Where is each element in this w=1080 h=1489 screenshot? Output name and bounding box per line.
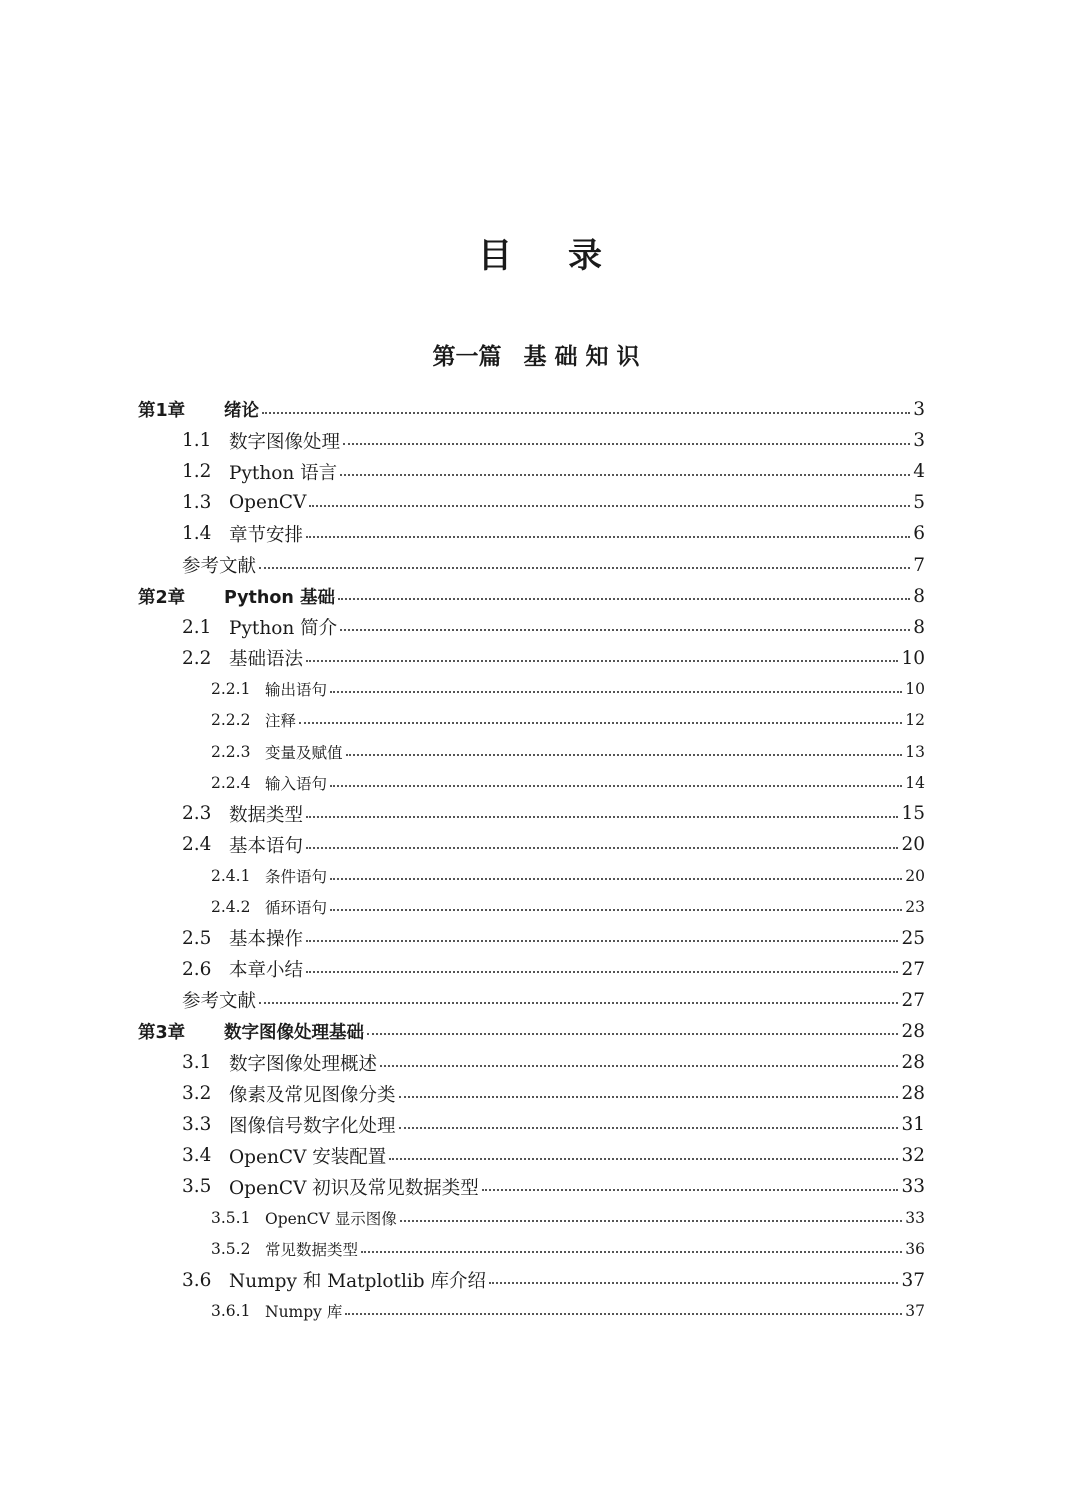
toc-entry-title: 输入语句	[265, 774, 328, 793]
toc-entry-label	[182, 428, 340, 454]
toc-entry-sub	[138, 736, 925, 767]
toc-entry-label	[138, 1019, 364, 1044]
toc-entry-number: 2.2.2	[211, 711, 251, 730]
dot-leader	[389, 1158, 898, 1160]
toc-entry-page: 28	[901, 1083, 925, 1105]
toc-entry-label	[182, 492, 306, 513]
toc-entry-label	[182, 1050, 377, 1076]
dot-leader	[399, 1096, 899, 1098]
toc-entry-page: 6	[913, 523, 925, 545]
dot-leader	[306, 847, 898, 849]
toc-entry-label	[211, 772, 327, 794]
dot-leader	[306, 536, 910, 538]
toc-entry-page: 3	[913, 430, 925, 452]
toc-entry-page: 28	[901, 1052, 925, 1074]
toc-entry-number: 第1章	[138, 401, 186, 422]
part-heading	[0, 338, 1080, 371]
toc-entry-chapter	[138, 1016, 925, 1047]
toc-entry-sub	[138, 705, 925, 736]
toc-entry-page: 31	[901, 1114, 925, 1136]
toc-entry-title: 变量及赋值	[265, 743, 343, 762]
toc-entry-page: 37	[905, 1302, 925, 1321]
toc-entry-title: 常见数据类型	[265, 1241, 359, 1260]
toc-entry-title: 数字图像处理概述	[229, 1053, 378, 1075]
toc-entry-number: 3.5	[182, 1176, 212, 1198]
toc-entry-label	[211, 741, 343, 763]
toc-entry-title: 章节安排	[229, 524, 304, 546]
toc-entry-sub	[138, 1234, 925, 1265]
toc-entry-number: 2.4.1	[211, 866, 251, 885]
dot-leader	[367, 1033, 898, 1035]
toc-entry-number: 2.2.3	[211, 742, 251, 761]
toc-entry-number: 1.3	[182, 492, 212, 514]
toc-entry-number: 2.3	[182, 803, 212, 825]
toc-entry-number: 1.1	[182, 430, 212, 452]
toc-entry-sec	[138, 923, 925, 954]
toc-entry-page: 13	[905, 742, 925, 761]
toc-entry-sub	[138, 767, 925, 798]
dot-leader	[306, 816, 898, 818]
toc-entry-number: 3.4	[182, 1145, 212, 1167]
toc-entry-sub	[138, 674, 925, 705]
toc-entry-page: 20	[901, 834, 925, 856]
toc-entry-number: 3.1	[182, 1052, 212, 1074]
toc-entry-title: OpenCV 显示图像	[265, 1209, 397, 1228]
toc-entry-page: 15	[901, 803, 925, 825]
toc-entry-number: 1.2	[182, 461, 212, 483]
toc-entry-ref	[138, 985, 925, 1016]
toc-entry-title: Python 基础	[224, 587, 335, 608]
toc-entry-number: 3.6.1	[211, 1302, 251, 1321]
toc-entry-label	[182, 1143, 386, 1169]
toc-entry-page: 20	[905, 866, 925, 885]
toc-entry-page: 36	[905, 1240, 925, 1259]
dot-leader	[330, 909, 902, 911]
toc-entry-page: 12	[905, 711, 925, 730]
toc-entry-page: 28	[901, 1020, 925, 1042]
toc-entry-label	[138, 584, 335, 609]
toc-entry-sub	[138, 860, 925, 891]
toc-entry-sec	[138, 1140, 925, 1171]
toc-entry-number: 3.5.2	[211, 1240, 251, 1259]
toc-entry-page: 27	[901, 989, 925, 1011]
dot-leader	[306, 660, 898, 662]
toc-entry-label	[182, 614, 337, 640]
part-prefix: 第一篇	[432, 343, 502, 370]
dot-leader	[399, 1127, 899, 1129]
toc-entry-number: 1.4	[182, 523, 212, 545]
toc-entry-title: 绪论	[224, 401, 259, 422]
toc-entry-number: 3.5.1	[211, 1208, 251, 1227]
toc-entry-number: 2.6	[182, 958, 212, 980]
toc-entry-sec	[138, 1109, 925, 1140]
toc-entry-number: 2.1	[182, 616, 212, 638]
toc-entry-page: 25	[901, 927, 925, 949]
toc-entry-title: 像素及常见图像分类	[229, 1084, 396, 1106]
dot-leader	[330, 691, 902, 693]
toc-entry-page: 5	[913, 492, 925, 514]
toc-entry-label	[182, 1174, 479, 1200]
toc-entry-page: 32	[901, 1145, 925, 1167]
toc-entry-label	[211, 896, 327, 918]
toc-entry-number: 3.3	[182, 1114, 212, 1136]
toc-entry-label	[182, 521, 303, 547]
toc-entry-label	[211, 1300, 342, 1322]
dot-leader	[345, 1313, 902, 1315]
toc-entry-title: Numpy 和 Matplotlib 库介绍	[229, 1271, 486, 1293]
dot-leader	[400, 1220, 903, 1222]
toc-entry-page: 10	[905, 680, 925, 699]
dot-leader	[262, 412, 910, 414]
toc-entry-sub	[138, 1202, 925, 1233]
toc-entry-title: 数字图像处理基础	[224, 1022, 364, 1043]
toc-entry-label	[182, 925, 303, 951]
toc-entry-sec	[138, 518, 925, 549]
dot-leader	[330, 785, 902, 787]
toc-entry-label	[182, 1112, 396, 1138]
toc-entry-label	[138, 397, 259, 422]
toc-entry-number: 2.2	[182, 647, 212, 669]
toc-entry-sec	[138, 829, 925, 860]
toc-entry-number: 2.2.4	[211, 773, 251, 792]
toc-entry-page: 33	[901, 1176, 925, 1198]
toc-entry-page: 27	[901, 958, 925, 980]
toc-entry-title: 图像信号数字化处理	[229, 1115, 396, 1137]
toc-entry-title: Numpy 库	[265, 1303, 343, 1322]
toc-entry-number: 2.5	[182, 927, 212, 949]
toc-entry-page: 33	[905, 1208, 925, 1227]
dot-leader	[299, 722, 902, 724]
toc-entry-title: OpenCV 初识及常见数据类型	[229, 1177, 479, 1199]
toc-entry-label	[211, 709, 296, 731]
dot-leader	[338, 598, 910, 600]
toc-entry-label	[211, 1238, 358, 1260]
toc-entry-page: 7	[913, 554, 925, 576]
page-title: 目录	[478, 236, 658, 276]
toc-entry-page: 14	[905, 773, 925, 792]
toc-entry-number: 3.6	[182, 1269, 212, 1291]
dot-leader	[343, 443, 910, 445]
toc-entry-sub	[138, 892, 925, 923]
toc-entry-page: 8	[913, 585, 925, 607]
dot-leader	[306, 971, 898, 973]
dot-leader	[361, 1251, 902, 1253]
toc-entry-ref	[138, 549, 925, 580]
toc-entry-sec	[138, 954, 925, 985]
toc-entry-chapter	[138, 581, 925, 612]
toc-entry-page: 4	[913, 461, 925, 483]
toc-entry-page: 10	[901, 647, 925, 669]
dot-leader	[330, 878, 902, 880]
toc-entry-title: 数据类型	[229, 804, 304, 826]
toc-entry-page: 37	[901, 1269, 925, 1291]
toc-entry-chapter	[138, 394, 925, 425]
toc-entry-label	[182, 1081, 396, 1107]
toc-entry-sec	[138, 612, 925, 643]
toc-entry-label	[211, 865, 327, 887]
toc-entry-label	[182, 459, 337, 485]
dot-leader	[259, 1002, 898, 1004]
toc-entry-title: Python 语言	[229, 462, 338, 484]
toc-entry-sec	[138, 1265, 925, 1296]
toc-entry-sec	[138, 798, 925, 829]
toc-entry-sec	[138, 456, 925, 487]
toc-entry-sec	[138, 1171, 925, 1202]
toc-entry-label	[211, 1207, 397, 1229]
dot-leader	[482, 1189, 899, 1191]
dot-leader	[489, 1282, 898, 1284]
toc-entry-number: 2.4.2	[211, 898, 251, 917]
toc-entry-sec	[138, 643, 925, 674]
dot-leader	[309, 505, 910, 507]
toc-entry-number: 第2章	[138, 587, 186, 608]
toc-entry-page: 8	[913, 616, 925, 638]
toc-entry-title: 参考文献	[182, 991, 257, 1013]
toc-entry-sub	[138, 1296, 925, 1327]
toc-entry-sec	[138, 425, 925, 456]
toc-entry-title: 条件语句	[265, 867, 328, 886]
dot-leader	[340, 474, 910, 476]
toc-entry-label	[211, 678, 327, 700]
toc-entry-number: 第3章	[138, 1022, 186, 1043]
toc-entry-title: 循环语句	[265, 899, 328, 918]
toc-entry-title: 注释	[265, 712, 297, 731]
toc-entry-title: OpenCV 安装配置	[229, 1146, 387, 1168]
toc-entry-label	[182, 1267, 486, 1293]
dot-leader	[340, 629, 910, 631]
toc-entry-title: 参考文献	[182, 556, 257, 578]
toc-entry-number: 2.2.1	[211, 680, 251, 699]
dot-leader	[259, 567, 910, 569]
toc-entry-title: 基本语句	[229, 835, 304, 857]
toc-entry-page: 23	[905, 898, 925, 917]
toc-entry-sec	[138, 487, 925, 518]
toc-entry-title: 数字图像处理	[229, 431, 341, 453]
toc-entry-number: 2.4	[182, 834, 212, 856]
toc-entry-sec	[138, 1047, 925, 1078]
toc-entry-title: 基础语法	[229, 649, 304, 671]
table-of-contents	[138, 394, 925, 1327]
toc-entry-title: 输出语句	[265, 681, 328, 700]
toc-entry-title: 本章小结	[229, 960, 304, 982]
dot-leader	[306, 940, 898, 942]
toc-entry-label	[182, 832, 303, 858]
toc-entry-title: 基本操作	[229, 929, 304, 951]
toc-entry-title: Python 简介	[229, 618, 338, 640]
part-name: 基础知识	[523, 343, 648, 370]
toc-entry-label	[182, 956, 303, 982]
dot-leader	[346, 754, 903, 756]
toc-entry-label	[182, 552, 256, 578]
toc-entry-label	[182, 987, 256, 1013]
toc-entry-page: 3	[913, 399, 925, 421]
toc-entry-label	[182, 645, 303, 671]
dot-leader	[380, 1065, 898, 1067]
toc-entry-label	[182, 801, 303, 827]
toc-entry-sec	[138, 1078, 925, 1109]
toc-entry-number: 3.2	[182, 1083, 212, 1105]
toc-entry-title: OpenCV	[229, 492, 307, 514]
